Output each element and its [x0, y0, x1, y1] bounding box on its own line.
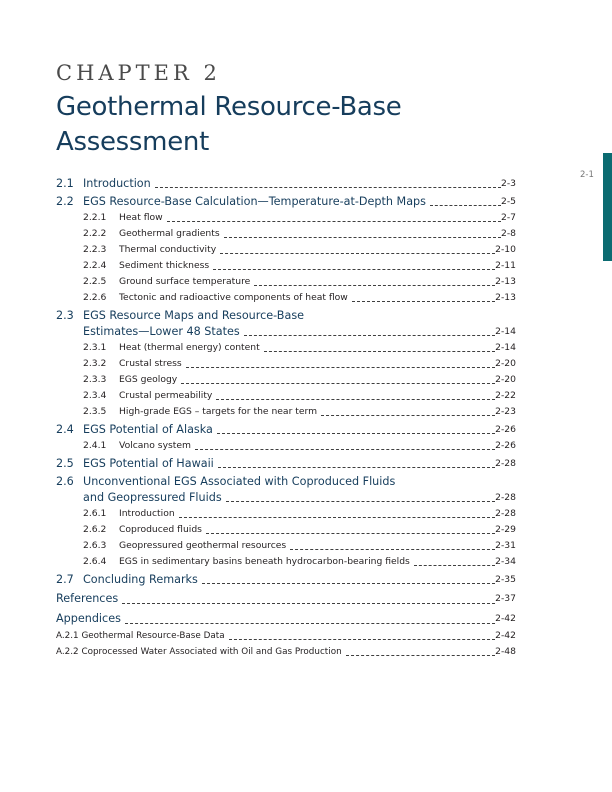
toc-entry-2-5[interactable]: [56, 455, 516, 471]
dot-leader: [264, 351, 495, 352]
toc-number: 2.2: [56, 195, 74, 208]
toc-page: 2-20: [495, 374, 516, 385]
toc-title: Appendices: [56, 612, 121, 625]
toc-page: 2-5: [500, 196, 516, 207]
chapter-side-tab: [603, 153, 612, 261]
dot-leader: [254, 285, 495, 286]
toc-number: 2.1: [56, 177, 74, 190]
toc-number: 2.3: [56, 309, 74, 322]
toc-entry-2-3-cont[interactable]: [56, 323, 516, 339]
toc-entry-2-3-3[interactable]: [56, 371, 516, 387]
dot-leader: [122, 603, 495, 604]
dot-leader: [218, 467, 495, 468]
toc-number: 2.3.2: [83, 358, 107, 369]
dot-leader: [125, 623, 495, 624]
toc-number: 2.3.5: [83, 406, 107, 417]
toc-page: 2-34: [495, 556, 516, 567]
toc-entry-2-4-1[interactable]: [56, 437, 516, 453]
toc-number: 2.2.5: [83, 276, 107, 287]
page-number: 2-1: [580, 170, 594, 180]
dot-leader: [220, 253, 495, 254]
dot-leader: [346, 655, 495, 656]
toc-number: 2.3.4: [83, 390, 107, 401]
toc-page: 2-20: [495, 358, 516, 369]
toc-title: References: [56, 592, 119, 605]
toc-entry-2-2-5[interactable]: [56, 273, 516, 289]
dot-leader: [186, 367, 495, 368]
toc-entry-2-6-1[interactable]: [56, 505, 516, 521]
toc-number: 2.3.3: [83, 374, 107, 385]
toc-number: 2.4.1: [83, 440, 107, 451]
toc-number: 2.5: [56, 457, 74, 470]
toc-page: 2-10: [495, 244, 516, 255]
toc-title: EGS Resource-Base Calculation—Temperature-at-Depth Maps: [83, 195, 426, 208]
toc-entry-2-2-1[interactable]: [56, 209, 516, 225]
toc-page: 2-14: [495, 326, 516, 337]
toc-number: 2.2.6: [83, 292, 107, 303]
toc-page: 2-14: [495, 342, 516, 353]
toc-page: 2-28: [495, 458, 516, 469]
toc-title: Crustal stress: [119, 358, 182, 369]
toc-page: 2-28: [495, 508, 516, 519]
toc-title: Introduction: [119, 508, 175, 519]
dot-leader: [321, 415, 495, 416]
dot-leader: [244, 335, 495, 336]
toc-entry-2-3-2[interactable]: [56, 355, 516, 371]
toc-entry-appendices[interactable]: [56, 607, 516, 627]
toc-title: A.2.2 Coprocessed Water Associated with Oil and Gas Production: [56, 647, 342, 657]
toc-title: EGS Potential of Hawaii: [83, 457, 214, 470]
toc-number: 2.2.2: [83, 228, 107, 239]
toc-title: Sediment thickness: [119, 260, 210, 271]
toc-title: Volcano system: [119, 440, 192, 451]
dot-leader: [229, 639, 496, 640]
toc-entry-references[interactable]: [56, 587, 516, 607]
toc-entry-2-2-4[interactable]: [56, 257, 516, 273]
toc-entry-2-3-4[interactable]: [56, 387, 516, 403]
toc-number: 2.6.1: [83, 508, 107, 519]
toc-title-line2: and Geopressured Fluids: [83, 491, 222, 504]
toc-entry-a-2-2[interactable]: [56, 643, 516, 659]
toc-entry-2-2-6[interactable]: [56, 289, 516, 305]
dot-leader: [195, 449, 495, 450]
toc-title: EGS geology: [119, 374, 178, 385]
toc-title: Heat (thermal energy) content: [119, 342, 260, 353]
toc-title: Geothermal gradients: [119, 228, 220, 239]
toc-number: 2.7: [56, 573, 74, 586]
dot-leader: [167, 221, 501, 222]
toc-page: 2-7: [500, 212, 516, 223]
toc-title: A.2.1 Geothermal Resource-Base Data: [56, 631, 225, 641]
toc-title: High-grade EGS – targets for the near term: [119, 406, 318, 417]
toc-entry-2-2[interactable]: [56, 193, 516, 209]
toc-entry-2-2-3[interactable]: [56, 241, 516, 257]
toc-entry-2-6[interactable]: [56, 473, 516, 489]
toc-entry-2-3-5[interactable]: [56, 403, 516, 419]
toc-title: EGS in sedimentary basins beneath hydrocarbon-bearing fields: [119, 556, 410, 567]
toc-title-line2: Estimates—Lower 48 States: [83, 325, 240, 338]
toc-number: 2.3.1: [83, 342, 107, 353]
toc-number: 2.2.3: [83, 244, 107, 255]
toc-entry-2-4[interactable]: [56, 421, 516, 437]
toc-entry-2-3-1[interactable]: [56, 339, 516, 355]
toc-number: 2.2.1: [83, 212, 107, 223]
toc-page: 2-26: [495, 424, 516, 435]
dot-leader: [226, 501, 495, 502]
toc-title: Crustal permeability: [119, 390, 213, 401]
toc-page: 2-22: [495, 390, 516, 401]
dot-leader: [216, 399, 495, 400]
toc-page: 2-35: [495, 574, 516, 585]
toc-title: Ground surface temperature: [119, 276, 251, 287]
toc-title: Heat flow: [119, 212, 163, 223]
dot-leader: [414, 565, 495, 566]
dot-leader: [213, 269, 495, 270]
toc-entry-2-6-4[interactable]: [56, 553, 516, 569]
toc-page: 2-28: [495, 492, 516, 503]
toc-number: 2.6.3: [83, 540, 107, 551]
toc-entry-2-1[interactable]: [56, 177, 516, 191]
toc-title: Thermal conductivity: [119, 244, 217, 255]
toc-page: 2-29: [495, 524, 516, 535]
dot-leader: [224, 237, 501, 238]
toc-title: Geopressured geothermal resources: [119, 540, 287, 551]
dot-leader: [155, 187, 501, 188]
dot-leader: [181, 383, 495, 384]
toc-number: 2.6: [56, 475, 74, 488]
toc-title: Introduction: [83, 177, 151, 190]
toc-page: 2-8: [500, 228, 516, 239]
toc-title-line1: Unconventional EGS Associated with Coproduced Fluids: [83, 475, 396, 488]
toc-entry-2-6-2[interactable]: [56, 521, 516, 537]
toc-number: 2.6.4: [83, 556, 107, 567]
toc-entry-2-3[interactable]: [56, 307, 516, 323]
toc-entry-2-7[interactable]: [56, 571, 516, 587]
toc-page: 2-13: [495, 292, 516, 303]
toc-title: EGS Potential of Alaska: [83, 423, 213, 436]
dot-leader: [179, 517, 496, 518]
toc-number: 2.4: [56, 423, 74, 436]
toc-title: Tectonic and radioactive components of heat flow: [119, 292, 348, 303]
toc-page: 2-11: [495, 260, 516, 271]
toc-page: 2-13: [495, 276, 516, 287]
toc-entry-a-2-1[interactable]: [56, 627, 516, 643]
dot-leader: [430, 205, 501, 206]
toc-page: 2-26: [495, 440, 516, 451]
toc-title-line1: EGS Resource Maps and Resource-Base: [83, 309, 305, 322]
toc-title: Coproduced fluids: [119, 524, 202, 535]
toc-page: 2-23: [495, 406, 516, 417]
dot-leader: [202, 583, 495, 584]
toc-page: 2-42: [495, 630, 516, 641]
chapter-title: Geothermal Resource-Base Assessment: [56, 92, 402, 157]
dot-leader: [206, 533, 495, 534]
toc-entry-2-6-cont[interactable]: [56, 489, 516, 505]
toc-entry-2-6-3[interactable]: [56, 537, 516, 553]
toc-title: Concluding Remarks: [83, 573, 198, 586]
dot-leader: [352, 301, 495, 302]
toc-page: 2-48: [495, 646, 516, 657]
toc-page: 2-3: [500, 178, 516, 189]
toc-number: 2.6.2: [83, 524, 107, 535]
toc-page: 2-31: [495, 540, 516, 551]
toc-entry-2-2-2[interactable]: [56, 225, 516, 241]
toc-page: 2-42: [495, 613, 516, 624]
toc-page: 2-37: [495, 593, 516, 604]
dot-leader: [290, 549, 495, 550]
chapter-label: CHAPTER 2: [56, 61, 221, 85]
toc-number: 2.2.4: [83, 260, 107, 271]
dot-leader: [217, 433, 495, 434]
table-of-contents: [56, 177, 516, 659]
